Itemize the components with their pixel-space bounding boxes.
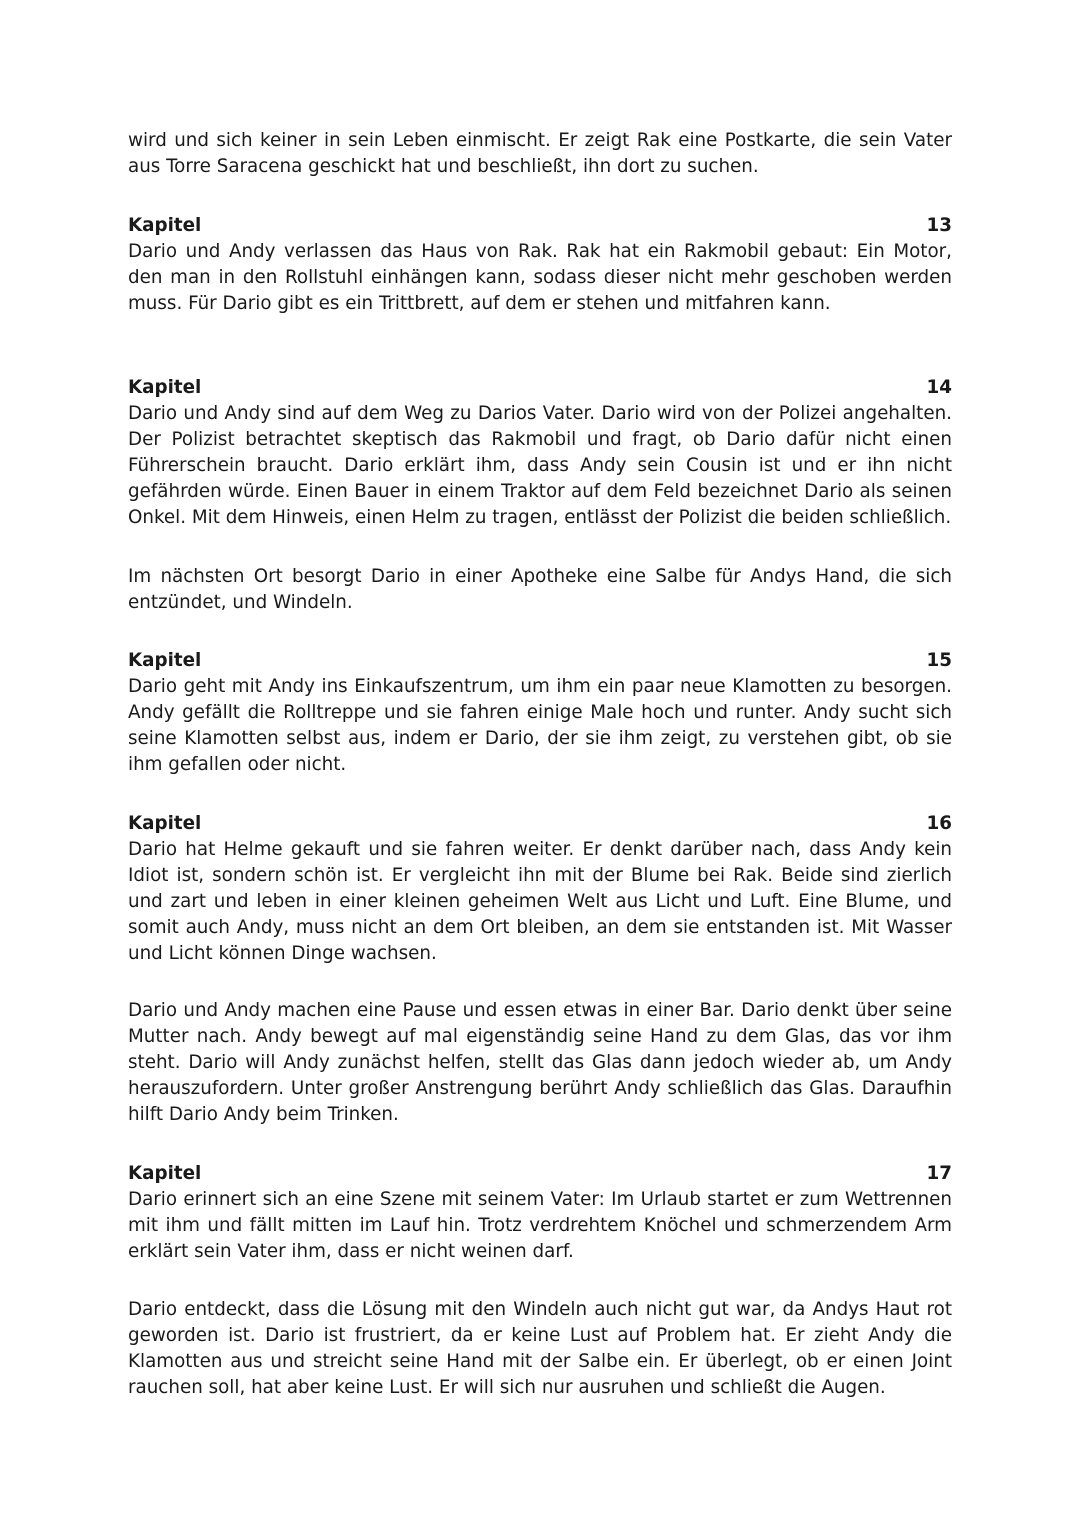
chapter-number: 17: [926, 1163, 952, 1184]
chapter-label: Kapitel: [128, 1163, 202, 1184]
chapter-label: Kapitel: [128, 377, 202, 398]
chapter-paragraph: Dario entdeckt, dass die Lösung mit den Windeln auch nicht gut war, da Andys Haut rot geworden ist. Dario ist frustriert, da er keine Lust auf Problem hat. Er zieht Andy die Klamotten aus und streicht seine Hand mit der Salbe ein. Er überlegt, ob er einen Joint rauchen soll, hat aber keine Lust. Er will sich nur ausruhen und schließt die Augen.: [128, 1299, 952, 1398]
chapter-paragraph: Dario und Andy machen eine Pause und essen etwas in einer Bar. Dario denkt über seine Mutter nach. Andy bewegt auf mal eigenständig seine Hand zu dem Glas, das vor ihm steht. Dario will Andy zunächst helfen, stellt das Glas dann jedoch wieder ab, um Andy herauszufordern. Unter großer Anstrengung berührt Andy schließlich das Glas. Daraufhin hilft Dario Andy beim Trinken.: [128, 1000, 952, 1125]
chapter-number: 14: [926, 377, 952, 398]
chapter-heading: [128, 811, 952, 837]
chapter-label: Kapitel: [128, 215, 202, 236]
chapter-paragraph: Dario hat Helme gekauft und sie fahren weiter. Er denkt darüber nach, dass Andy kein Idiot ist, sondern schön ist. Er vergleicht ihn mit der Blume bei Rak. Beide sind zierlich und zart und leben in einer kleinen geheimen Welt aus Licht und Luft. Eine Blume, und somit auch Andy, muss nicht an dem Ort bleiben, an dem sie entstanden ist. Mit Wasser und Licht können Dinge wachsen.: [128, 839, 952, 964]
chapter-heading: [128, 375, 952, 401]
chapter-heading: [128, 1161, 952, 1187]
chapter-paragraph: Dario und Andy sind auf dem Weg zu Darios Vater. Dario wird von der Polizei angehalten. Der Polizist betrachtet skeptisch das Rakmobil und fragt, ob Dario dafür nicht einen Führerschein braucht. Dario erklärt ihm, dass Andy sein Cousin ist und er ihn nicht gefährden würde. Einen Bauer in einem Traktor auf dem Feld bezeichnet Dario als seinen Onkel. Mit dem Hinweis, einen Helm zu tragen, entlässt der Polizist die beiden schließlich.: [128, 403, 952, 528]
chapter-15: [128, 648, 952, 778]
chapter-number: 15: [926, 650, 952, 671]
chapter-label: Kapitel: [128, 813, 202, 834]
chapter-paragraph: Im nächsten Ort besorgt Dario in einer Apotheke eine Salbe für Andys Hand, die sich entzündet, und Windeln.: [128, 566, 952, 613]
chapter-17: [128, 1161, 952, 1265]
chapter-13: [128, 213, 952, 317]
chapter-heading: [128, 213, 952, 239]
chapter-paragraph: Dario geht mit Andy ins Einkaufszentrum, um ihm ein paar neue Klamotten zu besorgen. Andy gefällt die Rolltreppe und sie fahren einige Male hoch und runter. Andy sucht sich seine Klamotten selbst aus, indem er Dario, der sie ihm zeigt, zu verstehen gibt, ob sie ihm gefallen oder nicht.: [128, 676, 952, 775]
chapter-label: Kapitel: [128, 650, 202, 671]
chapter-number: 13: [926, 215, 952, 236]
intro-paragraph: wird und sich keiner in sein Leben einmischt. Er zeigt Rak eine Postkarte, die sein Vater aus Torre Saracena geschickt hat und beschließt, ihn dort zu suchen.: [128, 130, 952, 177]
chapter-14: [128, 375, 952, 531]
chapter-paragraph: Dario erinnert sich an eine Szene mit seinem Vater: Im Urlaub startet er zum Wettrennen mit ihm und fällt mitten im Lauf hin. Trotz verdrehtem Knöchel und schmerzendem Arm erklärt sein Vater ihm, dass er nicht weinen darf.: [128, 1189, 952, 1262]
chapter-number: 16: [926, 813, 952, 834]
chapter-heading: [128, 648, 952, 674]
chapter-paragraph: Dario und Andy verlassen das Haus von Rak. Rak hat ein Rakmobil gebaut: Ein Motor, den man in den Rollstuhl einhängen kann, sodass dieser nicht mehr geschoben werden muss. Für Dario gibt es ein Trittbrett, auf dem er stehen und mitfahren kann.: [128, 241, 952, 314]
chapter-16: [128, 811, 952, 967]
